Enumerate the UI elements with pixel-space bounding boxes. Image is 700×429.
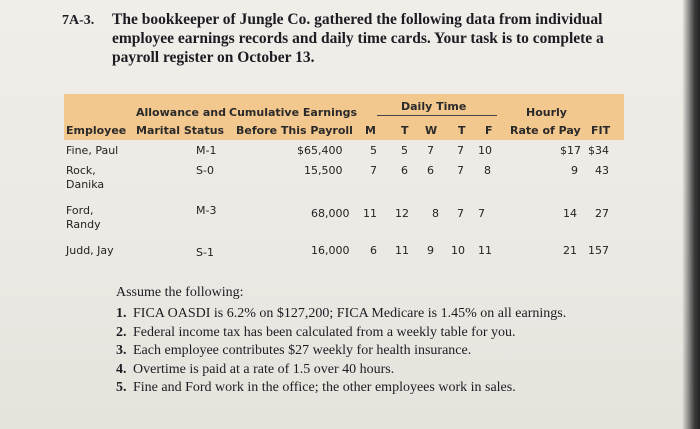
header-day-th: T bbox=[458, 124, 466, 137]
header-allowance-line2: Marital Status bbox=[136, 124, 225, 137]
row3-cumulative: 68,000 bbox=[311, 207, 350, 220]
row1-employee: Fine, Paul bbox=[66, 144, 119, 157]
row2-employee-line2: Danika bbox=[66, 178, 105, 191]
row4-employee: Judd, Jay bbox=[66, 244, 114, 257]
row1-status: M-1 bbox=[196, 144, 217, 157]
list-item bbox=[116, 324, 566, 343]
row2-cumulative: 15,500 bbox=[304, 164, 343, 177]
row4-hours-f: 11 bbox=[478, 244, 492, 257]
row4-cumulative: 16,000 bbox=[311, 244, 350, 257]
row4-rate: 21 bbox=[563, 244, 577, 257]
list-item bbox=[116, 379, 566, 398]
problem-statement: The bookkeeper of Jungle Co. gathered the following data from individual employee earnings records and daily time cards. Your task is to complete a payroll register on October 13. bbox=[112, 11, 604, 66]
row4-hours-w: 9 bbox=[427, 244, 434, 257]
row3-hours-m: 11 bbox=[363, 207, 377, 220]
list-item bbox=[116, 342, 566, 361]
row1-fit: $34 bbox=[588, 144, 609, 157]
row2-hours-w: 6 bbox=[427, 164, 434, 177]
row1-cumulative: $65,400 bbox=[297, 144, 343, 157]
header-day-f: F bbox=[485, 124, 493, 137]
row4-hours-m: 6 bbox=[370, 244, 377, 257]
header-allowance-line1: Allowance and bbox=[136, 106, 226, 119]
row1-hours-m: 5 bbox=[370, 144, 377, 157]
photo-edge-shadow bbox=[682, 0, 700, 429]
row1-rate: $17 bbox=[560, 144, 581, 157]
row2-rate: 9 bbox=[571, 164, 578, 177]
row4-hours-th: 10 bbox=[451, 244, 465, 257]
row3-status: M-3 bbox=[196, 204, 217, 217]
row3-employee-line2: Randy bbox=[66, 218, 101, 231]
list-item bbox=[116, 361, 566, 380]
list-item-number: 1. bbox=[116, 306, 127, 321]
list-item-number: 4. bbox=[116, 361, 127, 377]
row2-hours-t: 6 bbox=[401, 164, 408, 177]
row2-hours-f: 8 bbox=[484, 164, 491, 177]
row3-employee: Ford, bbox=[66, 204, 94, 217]
header-cumulative-line1: Cumulative Earnings bbox=[229, 106, 358, 119]
header-rate-line2: Rate of Pay bbox=[510, 124, 581, 137]
assumptions-list bbox=[116, 305, 566, 398]
list-item-number: 2. bbox=[116, 324, 127, 340]
list-item bbox=[116, 305, 566, 324]
row3-hours-t: 12 bbox=[395, 207, 409, 220]
list-item-text: FICA OASDI is 6.2% on $127,200; FICA Medicare is 1.45% on all earnings. bbox=[133, 306, 567, 321]
assumptions-title: Assume the following: bbox=[116, 285, 244, 300]
row3-fit: 27 bbox=[595, 207, 609, 220]
list-item-number: 3. bbox=[116, 343, 127, 358]
list-item-text: Overtime is paid at a rate of 1.5 over 40 hours. bbox=[133, 361, 395, 377]
row2-fit: 43 bbox=[595, 164, 609, 177]
row4-fit: 157 bbox=[588, 244, 609, 257]
row1-hours-f: 10 bbox=[478, 144, 492, 157]
row2-hours-m: 7 bbox=[370, 164, 377, 177]
row3-hours-th: 7 bbox=[457, 207, 464, 220]
list-item-text: Federal income tax has been calculated from a weekly table for you. bbox=[133, 324, 516, 340]
header-day-w: W bbox=[425, 124, 438, 137]
row3-hours-f: 7 bbox=[478, 207, 485, 220]
row2-hours-th: 7 bbox=[457, 164, 464, 177]
list-item-number: 5. bbox=[116, 380, 127, 395]
header-fit: FIT bbox=[591, 124, 611, 137]
row3-hours-w: 8 bbox=[432, 207, 439, 220]
row2-employee: Rock, bbox=[66, 164, 96, 177]
header-daily-time: Daily Time bbox=[401, 100, 467, 113]
row4-status: S-1 bbox=[196, 246, 214, 259]
daily-time-rule bbox=[377, 115, 497, 116]
row3-rate: 14 bbox=[563, 207, 577, 220]
list-item-text: Each employee contributes $27 weekly for health insurance. bbox=[133, 343, 472, 358]
row1-hours-t: 5 bbox=[401, 144, 408, 157]
header-rate-line1: Hourly bbox=[526, 106, 567, 119]
row1-hours-th: 7 bbox=[457, 144, 464, 157]
header-cumulative-line2: Before This Payroll bbox=[236, 124, 353, 137]
header-employee: Employee bbox=[66, 124, 127, 137]
header-day-m: M bbox=[365, 124, 376, 137]
problem-number: 7A-3. bbox=[62, 13, 95, 28]
row2-status: S-0 bbox=[196, 164, 214, 177]
row4-hours-t: 11 bbox=[395, 244, 409, 257]
header-day-t: T bbox=[401, 124, 409, 137]
row1-hours-w: 7 bbox=[427, 144, 434, 157]
list-item-text: Fine and Ford work in the office; the other employees work in sales. bbox=[133, 380, 516, 395]
